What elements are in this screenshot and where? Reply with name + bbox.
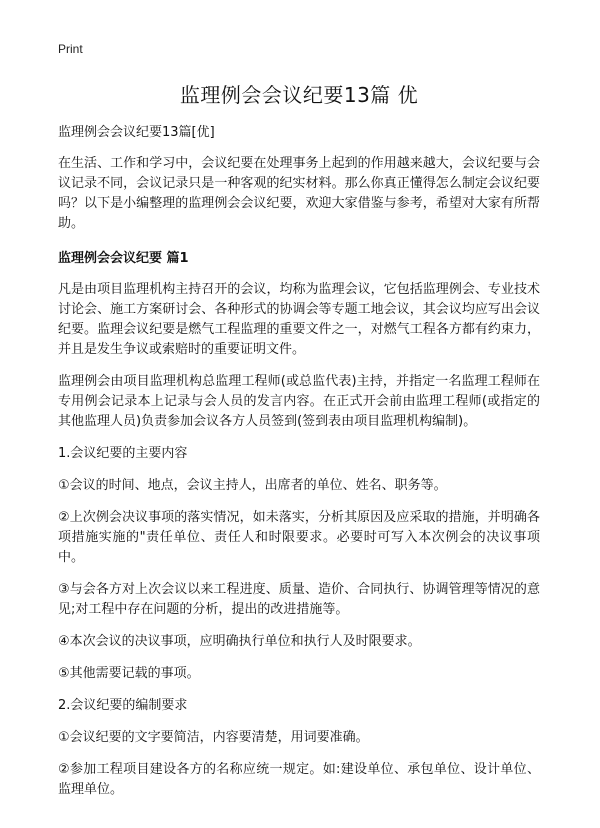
document-subtitle: 监理例会会议纪要13篇[优]	[58, 125, 215, 140]
main-content-heading: 1.会议纪要的主要内容	[58, 446, 188, 461]
section-heading-1: 监理例会会议纪要 篇1	[58, 251, 189, 266]
list-item: ②参加工程项目建设各方的名称应统一规定。如:建设单位、承包单位、设计单位、监理单位。	[58, 762, 540, 797]
section1-paragraph-2: 监理例会由项目监理机构总监理工程师(或总监代表)主持，并指定一名监理工程师在专用例会记录本上记录与会人员的发言内容。在正式开会前由监理工程师(或指定的其他监理人员)负责参加会议各方人员签到(签到表由项目监理机构编制)。	[58, 374, 540, 429]
print-label[interactable]: Print	[58, 42, 83, 56]
intro-paragraph: 在生活、工作和学习中，会议纪要在处理事务上起到的作用越来越大，会议纪要与会议记录不同，会议记录只是一种客观的纪实材料。那么你真正懂得怎么制定会议纪要吗？以下是小编整理的监理例会会议纪要，欢迎大家借鉴与参考，希望对大家有所帮助。	[58, 156, 540, 231]
list-item: ②上次例会决议事项的落实情况，如未落实，分析其原因及应采取的措施，并明确各项措施实施的"责任单位、责任人和时限要求。必要时可写入本次例会的决议事项中。	[58, 510, 540, 565]
list-item: ③与会各方对上次会议以来工程进度、质量、造价、合同执行、协调管理等情况的意见;对工程中存在问题的分析，提出的改进措施等。	[58, 582, 540, 617]
document-title: 监理例会会议纪要13篇 优	[179, 83, 419, 107]
section1-paragraph-1: 凡是由项目监理机构主持召开的会议，均称为监理会议，它包括监理例会、专业技术讨论会、施工方案研讨会、各种形式的协调会等专题工地会议，其会议均应写出会议纪要。监理会议纪要是燃气工程监理的重要文件之一，对燃气工程各方都有约束力，并且是发生争议或索赔时的重要证明文件。	[58, 282, 540, 357]
requirements-heading: 2.会议纪要的编制要求	[58, 698, 188, 713]
list-item: ①会议的时间、地点，会议主持人，出席者的单位、姓名、职务等。	[58, 478, 447, 493]
list-item: ⑤其他需要记载的事项。	[58, 666, 200, 681]
list-item: ④本次会议的决议事项，应明确执行单位和执行人及时限要求。	[58, 634, 421, 649]
list-item: ①会议纪要的文字要简洁，内容要清楚，用词要准确。	[58, 730, 369, 745]
